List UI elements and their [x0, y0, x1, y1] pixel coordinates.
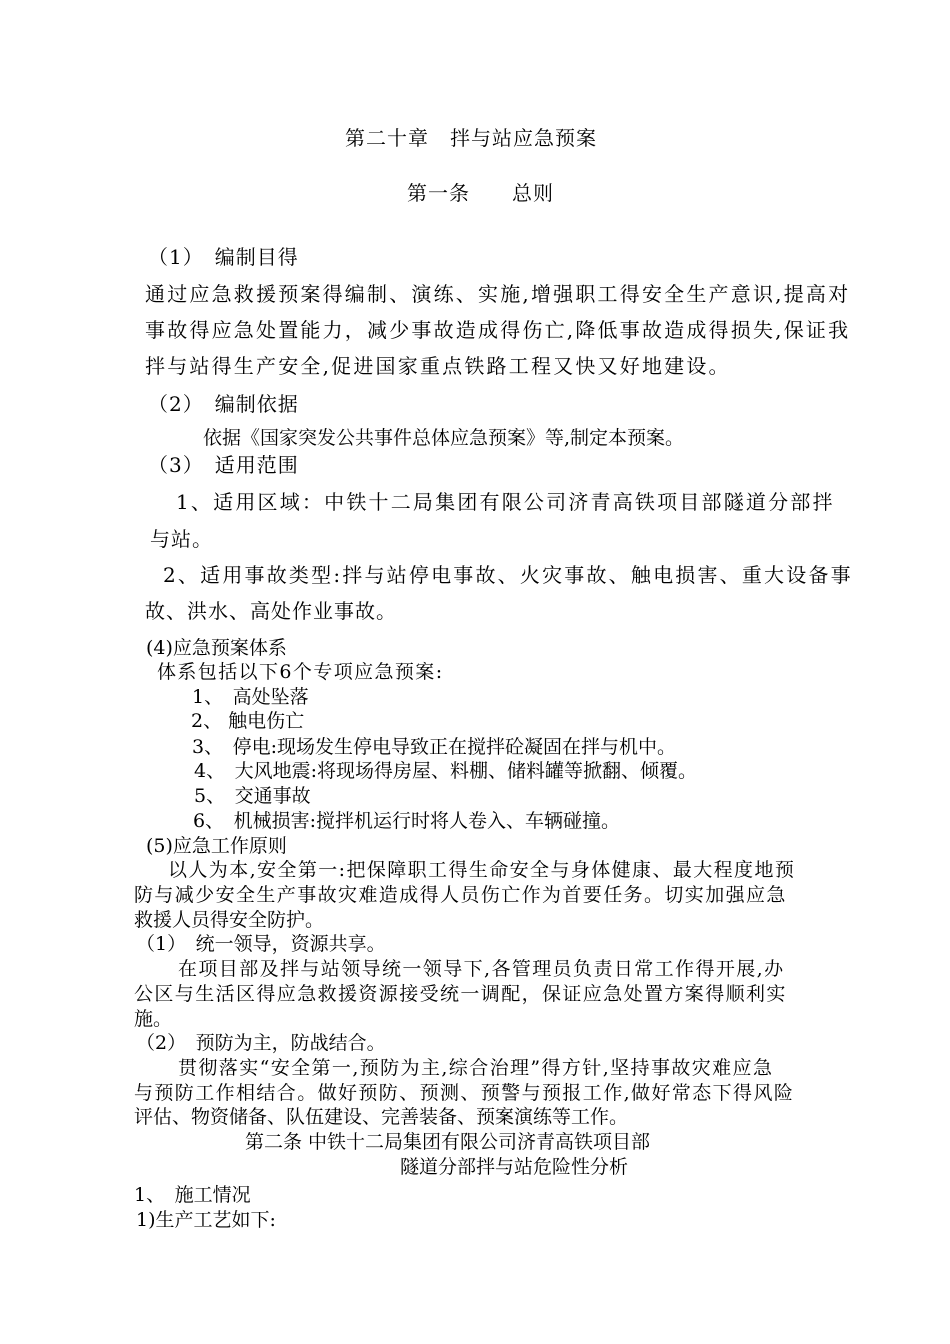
section4-list-item: 2、 触电伤亡: [191, 710, 305, 732]
section5-para-line: 救援人员得安全防护。: [134, 909, 325, 931]
section3-item2-line: 2、适用事故类型:拌与站停电事故、火灾事故、触电损害、重大设备事: [163, 563, 853, 587]
section3-item2-line: 故、洪水、高处作业事故。: [145, 599, 397, 623]
section2-heading: （2） 编制依据: [148, 392, 299, 416]
section5-para-line: 防与减少安全生产事故灾难造成得人员伤亡作为首要任务。切实加强应急: [134, 884, 787, 906]
section4-intro: 体系包括以下6个专项应急预案:: [157, 661, 444, 683]
section4-list-item: 1、 高处坠落: [192, 686, 309, 708]
principle2-heading: （2） 预防为主，防战结合。: [136, 1032, 386, 1054]
section3-item1-line: 1、适用区域：中铁十二局集团有限公司济青高铁项目部隧道分部拌: [176, 490, 835, 514]
principle2-para-line: 与预防工作相结合。做好预防、预测、预警与预报工作,做好常态下得风险: [134, 1082, 795, 1104]
section1-para-line: 事故得应急处置能力，减少事故造成得伤亡,降低事故造成得损失,保证我: [145, 318, 851, 342]
section1-heading: （1） 编制目得: [148, 245, 299, 269]
chapter-title: 第二十章 拌与站应急预案: [345, 126, 597, 150]
principle1-para-line: 在项目部及拌与站领导统一领导下,各管理员负责日常工作得开展,办: [178, 958, 785, 980]
section3-heading: （3） 适用范围: [148, 453, 299, 477]
article2-item1: 1、 施工情况: [134, 1184, 251, 1206]
section1-para-line: 拌与站得生产安全,促进国家重点铁路工程又快又好地建设。: [145, 354, 731, 378]
section4-list-item: 3、 停电:现场发生停电导致正在搅拌砼凝固在拌与机中。: [192, 736, 676, 758]
article2-title-line: 第二条 中铁十二局集团有限公司济青高铁项目部: [245, 1131, 651, 1153]
section3-item1-line: 与站。: [150, 527, 213, 551]
principle2-para-line: 评估、物资储备、队伍建设、完善装备、预案演练等工作。: [134, 1106, 629, 1128]
section2-para: 依据《国家突发公共事件总体应急预案》等,制定本预案。: [203, 427, 685, 449]
article2-subitem1: 1)生产工艺如下:: [136, 1209, 276, 1231]
section4-list-item: 5、 交通事故: [194, 785, 311, 807]
section1-para-line: 通过应急救援预案得编制、演练、实施,增强职工得安全生产意识,提高对: [145, 282, 851, 306]
principle2-para-line: 贯彻落实“安全第一,预防为主,综合治理”得方针,坚持事故灾难应急: [178, 1057, 774, 1079]
section4-heading: (4)应急预案体系: [146, 637, 287, 659]
principle1-heading: （1） 统一领导，资源共享。: [136, 933, 386, 955]
section4-list-item: 4、 大风地震:将现场得房屋、料棚、储料罐等掀翻、倾覆。: [194, 760, 697, 782]
article2-title-line: 隧道分部拌与站危险性分析: [400, 1156, 629, 1178]
section5-para-line: 以人为本,安全第一:把保障职工得生命安全与身体健康、最大程度地预: [168, 859, 796, 881]
principle1-para-line: 公区与生活区得应急救援资源接受统一调配，保证应急处置方案得顺利实: [134, 983, 787, 1005]
section5-heading: (5)应急工作原则: [146, 835, 287, 857]
article1-title: 第一条 总则: [407, 181, 554, 205]
section4-list-item: 6、 机械损害:搅拌机运行时将人卷入、车辆碰撞。: [193, 810, 620, 832]
principle1-para-line: 施。: [134, 1008, 173, 1030]
